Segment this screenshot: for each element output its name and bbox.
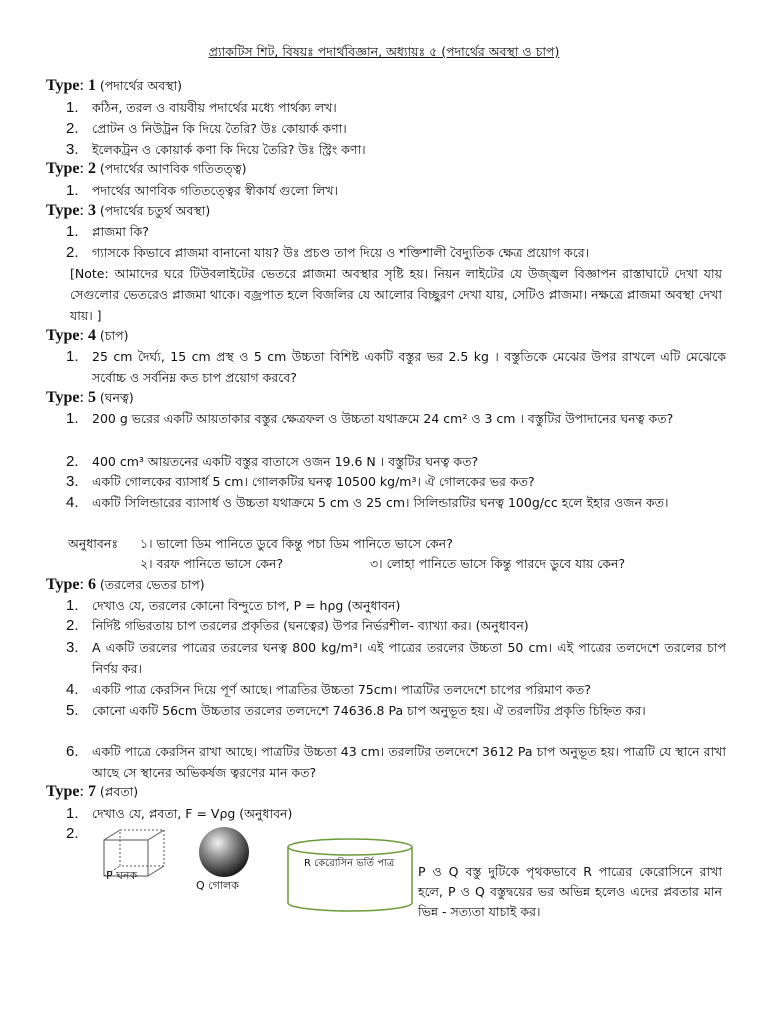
question-item bbox=[66, 803, 726, 824]
question-number: 5. bbox=[66, 702, 79, 719]
question-text: 25 cm দৈর্ঘ্য, 15 cm প্রস্থ ও 5 cm উচ্চতা বিশিষ্ট একটি বস্তুর ভর 2.5 kg । বস্তুতিকে মেঝের উপর রাখলে এটি মেঝেকে সর্বোচ্চ ও সর্বনিম্ন কত চাপ প্রয়োগ করবে? bbox=[92, 349, 726, 385]
comprehension-q1: ১। ভালো ডিম পানিতে ডুবে কিন্তু পচা ডিম পানিতে ভাসে কেন? bbox=[140, 536, 453, 551]
question-item bbox=[66, 451, 726, 472]
sphere-figure bbox=[196, 826, 252, 878]
cube-label: P ঘনক bbox=[106, 869, 138, 882]
container-figure bbox=[284, 836, 416, 916]
question-number: 1. bbox=[66, 597, 79, 614]
type-word: Type bbox=[46, 327, 80, 344]
question-item bbox=[66, 346, 726, 388]
section-number: 2 bbox=[87, 160, 96, 177]
type-word: Type bbox=[46, 783, 80, 800]
question-number: 3. bbox=[66, 473, 79, 490]
section-topic: (পদার্থের চতুর্থ অবস্থা) bbox=[99, 203, 211, 218]
section-heading-4: Type: 4 (চাপ) bbox=[46, 327, 129, 344]
question-number: 3. bbox=[66, 141, 79, 158]
question-text: 400 cm³ আয়তনের একটি বস্তুর বাতাসে ওজন 19.6 N । বস্তুটির ঘনত্ব কত? bbox=[92, 454, 479, 469]
question-number: 6. bbox=[66, 743, 79, 760]
section-number: 6 bbox=[87, 576, 96, 593]
question-item bbox=[66, 492, 726, 513]
question-number: 4. bbox=[66, 681, 79, 698]
question-text: দেখাও যে, তরলের কোনো বিন্দুতে চাপ, P = hρg (অনুধাবন) bbox=[92, 598, 401, 613]
question-item bbox=[66, 180, 726, 201]
section-topic: (ঘনত্ব) bbox=[99, 390, 134, 405]
type-word: Type bbox=[46, 77, 80, 94]
question-item bbox=[66, 741, 726, 783]
question-item bbox=[66, 700, 726, 721]
question-number: 1. bbox=[66, 223, 79, 240]
sphere-label: Q গোলক bbox=[196, 879, 239, 892]
question-text: 200 g ভরের একটি আয়তাকার বস্তুর ক্ষেত্রফল ও উচ্চতা যথাক্রমে 24 cm² ও 3 cm । বস্তুটির উপাদানের ঘনত্ব কত? bbox=[92, 411, 674, 426]
section-topic: (চাপ) bbox=[99, 328, 129, 343]
container-label: R কেরোসিন ভর্তি পাত্র bbox=[304, 858, 395, 869]
question-item bbox=[66, 679, 726, 700]
question-item bbox=[66, 408, 726, 429]
section-topic: (প্লবতা) bbox=[99, 784, 139, 799]
question-item bbox=[66, 471, 726, 492]
type-word: Type bbox=[46, 202, 80, 219]
question-text: গ্যাসকে কিভাবে প্লাজমা বানানো যায়? উঃ প্রচণ্ড তাপ দিয়ে ও শক্তিশালী বৈদ্যুতিক ক্ষেত্র প্রয়োগ করে। bbox=[92, 245, 590, 260]
question-number: 3. bbox=[66, 639, 79, 656]
question-text: প্রোটন ও নিউট্রন কি দিয়ে তৈরি? উঃ কোয়ার্ক কণা। bbox=[92, 121, 347, 136]
question-number: 2. bbox=[66, 617, 79, 634]
question-number: 2. bbox=[66, 120, 79, 137]
question-number: 1. bbox=[66, 182, 79, 199]
comprehension-q2: ২। বরফ পানিতে ভাসে কেন? bbox=[140, 556, 284, 571]
question-text: A একটি তরলের পাত্রের তরলের ঘনত্ব 800 kg/m³। এই পাত্রের তরলের উচ্চতা 50 cm। এই পাত্রের তলদেশে তরলের চাপ নির্ণয় কর। bbox=[92, 640, 726, 676]
section-heading-6: Type: 6 (তরলের ভেতর চাপ) bbox=[46, 576, 205, 593]
question-text: দেখাও যে, প্লবতা, F = Vρg (অনুধাবন) bbox=[92, 806, 293, 821]
question-item bbox=[66, 242, 726, 263]
question-item bbox=[66, 139, 726, 160]
buoyancy-paragraph: P ও Q বস্তু দুটিকে পৃথকভাবে R পাত্রের কেরোসিনে রাখা হলে, P ও Q বস্তুদ্বয়ের ভর অভিন্ন হলেও এদের প্লবতার মান ভিন্ন - সত্যতা যাচাই কর। bbox=[418, 864, 722, 919]
section-number: 3 bbox=[87, 202, 96, 219]
section-number: 4 bbox=[87, 327, 96, 344]
question-number: 1. bbox=[66, 805, 79, 822]
section-heading-1: Type: 1 (পদার্থের অবস্থা) bbox=[46, 77, 183, 94]
question-text: পদার্থের আণবিক গতিতত্ত্বের স্বীকার্য গুলো লিখ। bbox=[92, 183, 339, 198]
section-topic: (তরলের ভেতর চাপ) bbox=[99, 577, 205, 592]
question-text: কোনো একটি 56cm উচ্চতার তরলের তলদেশে 74636.8 Pa চাপ অনুভূত হয়। ঐ তরলটির প্রকৃতি চিহ্নিত কর। bbox=[92, 703, 646, 718]
question-text: নির্দিষ্ট গভিরতায় চাপ তরলের প্রকৃতির (ঘনত্বের) উপর নির্ভরশীল- ব্যাখ্যা কর। (অনুধাবন) bbox=[92, 618, 529, 633]
question-number: 2. bbox=[66, 453, 79, 470]
worksheet-title: প্র্যাকটিস শিট, বিষয়ঃ পদার্থবিজ্ঞান, অধ্যায়ঃ ৫ (পদার্থের অবস্থা ও চাপ) bbox=[208, 44, 560, 59]
question-number: 2. bbox=[66, 825, 79, 842]
question-item bbox=[66, 595, 726, 616]
question-item bbox=[66, 221, 726, 242]
section-number: 5 bbox=[87, 389, 96, 406]
type-word: Type bbox=[46, 576, 80, 593]
question-text: একটি গোলকের ব্যাসার্ধ 5 cm। গোলকটির ঘনত্ব 10500 kg/m³। ঐ গোলকের ভর কত? bbox=[92, 474, 535, 489]
section-heading-3: Type: 3 (পদার্থের চতুর্থ অবস্থা) bbox=[46, 202, 211, 219]
section-heading-7: Type: 7 (প্লবতা) bbox=[46, 783, 139, 800]
question-text: ইলেকট্রন ও কোয়ার্ক কণা কি দিয়ে তৈরি? উঃ স্ট্রিং কণা। bbox=[92, 142, 366, 157]
section-topic: (পদার্থের অবস্থা) bbox=[99, 78, 183, 93]
question-text: একটি পাত্রে কেরসিন রাখা আছে। পাত্রটির উচ্চতা 43 cm। তরলটির তলদেশে 3612 Pa চাপ অনুভূত হয়। পাত্রটি যে স্থানে রাখা আছে সে স্থানের অভিকর্ষজ ত্বরণের মান কত? bbox=[92, 744, 726, 780]
question-text: একটি পাত্র কেরসিন দিয়ে পূর্ণ আছে। পাত্রতির উচ্চতা 75cm। পাত্রটির তলদেশে চাপের পরিমাণ কত? bbox=[92, 682, 591, 697]
question-item bbox=[66, 615, 726, 636]
section-number: 7 bbox=[87, 783, 96, 800]
plasma-note: [Note: আমাদের ঘরে টিউবলাইটের ভেতরে প্লাজমা অবস্থার সৃষ্টি হয়। নিয়ন লাইটের যে উজ্জ্বল বিজ্ঞাপন রাস্তাঘাটে দেখা যায় সেগুলোর ভেতরেও প্লাজমা থাকে। বজ্রপাত হলে বিজলির যে আলোর বিচ্ছুরণ দেখা যায়, সেটিও প্লাজমা। নক্ষত্রে প্লাজমা অবস্থা দেখা যায়। ] bbox=[70, 266, 722, 323]
question-text: কঠিন, তরল ও বায়বীয় পদার্থের মধ্যে পার্থক্য লখ। bbox=[92, 100, 337, 115]
question-text: প্লাজমা কি? bbox=[92, 224, 149, 239]
question-item bbox=[66, 637, 726, 679]
question-number: 2. bbox=[66, 244, 79, 261]
section-heading-2: Type: 2 (পদার্থের আণবিক গতিতত্ত্ব) bbox=[46, 160, 247, 177]
question-number: 1. bbox=[66, 99, 79, 116]
question-text: একটি সিলিন্ডারের ব্যাসার্ধ ও উচ্চতা যথাক্রমে 5 cm ও 25 cm। সিলিন্ডারটির ঘনত্ব 100g/cc হলে ইহার ওজন কত। bbox=[92, 495, 669, 510]
type-word: Type bbox=[46, 160, 80, 177]
question-number: 4. bbox=[66, 494, 79, 511]
comprehension-q3: ৩। লোহা পানিতে ভাসে কিন্তু পারদে ডুবে যায় কেন? bbox=[370, 556, 626, 571]
type-word: Type bbox=[46, 389, 80, 406]
section-heading-5: Type: 5 (ঘনত্ব) bbox=[46, 389, 134, 406]
section-topic: (পদার্থের আণবিক গতিতত্ত্ব) bbox=[99, 161, 247, 176]
section-number: 1 bbox=[87, 77, 96, 94]
question-item bbox=[66, 97, 726, 118]
question-item bbox=[66, 118, 726, 139]
question-number: 1. bbox=[66, 410, 79, 427]
comprehension-label: অনুধাবনঃ bbox=[68, 536, 119, 551]
question-number: 1. bbox=[66, 348, 79, 365]
